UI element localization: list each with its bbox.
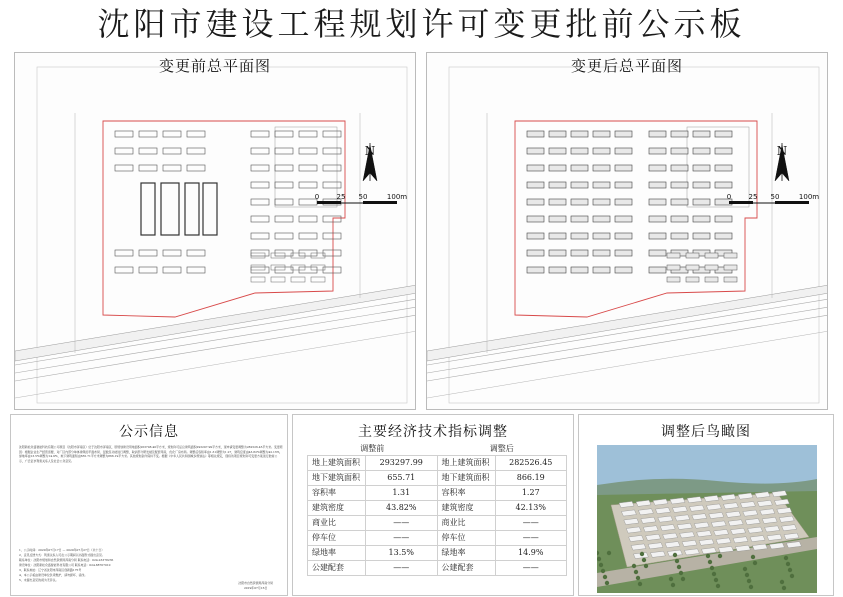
- aerial-rendering: [597, 445, 817, 593]
- building: [323, 250, 341, 256]
- building: [571, 267, 588, 273]
- row-label-before: 公建配套: [308, 560, 366, 575]
- site-boundary: [103, 121, 345, 317]
- building: [299, 165, 317, 171]
- notice-body: 沈阳新松众盛智能科技有限公司项目（沈阳市浑南区）位于沈阳市浑南区，原规划建设用地面积263708.40平方米，规划许可证总建筑面积293297.99平方米，现申请变更调整为282526.45平方米。变更原因：根据企业生产经营需要，对厂区内部分单体建筑的平面布局、层数及功能进行调整，取消部分研发楼及配套用房，优化厂房布局。调整后容积率由1.31调整为1.27，建筑密度由43.82%调整为42.13%，绿地率由13.5%调整为14.9%，地下建筑面积由655.71平方米调整为866.19平方米。其他规划条件保持不变。根据《中华人民共和国城乡规划法》等相关规定，现将该项目规划许可变更方案进行批前公示，广泛征求利害关系人及社会公众意见。: [19, 445, 283, 463]
- tree: [632, 564, 636, 568]
- row-label-before: 地下建筑面积: [308, 470, 366, 485]
- table-row: [308, 515, 567, 530]
- tree: [681, 577, 685, 581]
- building: [163, 131, 181, 137]
- scale-bar-segment: [317, 201, 341, 204]
- building: [163, 250, 181, 256]
- row-label-after: 地下建筑面积: [437, 470, 495, 485]
- building: [549, 267, 566, 273]
- building: [715, 233, 732, 239]
- building: [715, 131, 732, 137]
- row-label-after: 地上建筑面积: [437, 455, 495, 470]
- building: [275, 199, 293, 205]
- building: [593, 131, 610, 137]
- building: [299, 148, 317, 154]
- row-value-after: 282526.45: [495, 455, 567, 470]
- building: [671, 165, 688, 171]
- tree: [745, 573, 749, 577]
- row-label-after: 商业比: [437, 515, 495, 530]
- building: [671, 182, 688, 188]
- tree: [605, 581, 609, 585]
- building: [299, 182, 317, 188]
- building: [139, 148, 157, 154]
- tree: [644, 564, 648, 568]
- building: [527, 148, 544, 154]
- row-value-before: 293297.99: [366, 455, 438, 470]
- building: [527, 216, 544, 222]
- notice-sign-org: 沈阳市自然资源局浑南分局: [238, 581, 273, 585]
- scale-bar-segment: [363, 201, 397, 204]
- building: [549, 131, 566, 137]
- building: [527, 131, 544, 137]
- building: [271, 265, 285, 270]
- indicators-title: 主要经济技术指标调整: [358, 424, 508, 440]
- building: [549, 199, 566, 205]
- table-row: [308, 455, 567, 470]
- indicators-table: [307, 443, 567, 576]
- row-value-after: ——: [495, 560, 567, 575]
- building: [705, 253, 718, 258]
- building: [139, 250, 157, 256]
- building: [593, 216, 610, 222]
- notice-items: [19, 548, 283, 583]
- building: [549, 216, 566, 222]
- row-value-after: 42.13%: [495, 500, 567, 515]
- north-label: N: [364, 144, 376, 158]
- table-row: [308, 560, 567, 575]
- row-label-after: 停车位: [437, 530, 495, 545]
- scale-tick-label: 25: [336, 193, 346, 201]
- building: [323, 216, 341, 222]
- adjacent-block: [275, 127, 337, 207]
- building: [115, 267, 133, 273]
- scale-tick-label: 100m: [386, 193, 408, 201]
- building: [251, 253, 265, 258]
- building: [291, 277, 305, 282]
- building: [251, 182, 269, 188]
- notice-item: 5、未提出意见的视为无异议。: [19, 578, 59, 582]
- tree: [747, 579, 751, 583]
- building: [323, 233, 341, 239]
- tree: [718, 554, 722, 558]
- building: [615, 182, 632, 188]
- building: [275, 148, 293, 154]
- building: [163, 165, 181, 171]
- tree: [669, 577, 673, 581]
- building: [275, 131, 293, 137]
- building: [693, 131, 710, 137]
- tree: [714, 578, 718, 582]
- building: [671, 148, 688, 154]
- building: [251, 165, 269, 171]
- building: [115, 165, 133, 171]
- table-row: [308, 530, 567, 545]
- building: [715, 216, 732, 222]
- building: [671, 199, 688, 205]
- building: [571, 216, 588, 222]
- scale-tick-label: 0: [314, 193, 320, 201]
- scale-tick-label: 50: [358, 193, 368, 201]
- before-plan-drawing: [15, 53, 416, 410]
- building: [115, 131, 133, 137]
- building: [671, 233, 688, 239]
- building: [527, 233, 544, 239]
- row-value-after: 14.9%: [495, 545, 567, 560]
- building: [271, 277, 285, 282]
- row-label-before: 地上建筑面积: [308, 455, 366, 470]
- notice-sign-date: 2019年07月16日: [243, 586, 268, 590]
- tree: [675, 559, 679, 563]
- building: [724, 265, 737, 270]
- building: [686, 277, 699, 282]
- tree: [597, 557, 601, 561]
- notice-item: 4、本公示板由建设单位负责维护，请勿损坏、涂改。: [19, 573, 88, 577]
- row-label-after: 绿地率: [437, 545, 495, 560]
- row-label-before: 容积率: [308, 485, 366, 500]
- building: [571, 131, 588, 137]
- building: [549, 250, 566, 256]
- building: [163, 148, 181, 154]
- building: [549, 165, 566, 171]
- building: [251, 216, 269, 222]
- notice-item: 联系单位：沈阳市规划和自然资源局浑南分局 联系电话：024-23378235: [19, 558, 114, 562]
- building: [615, 165, 632, 171]
- tree: [638, 582, 642, 586]
- row-label-before: 建筑密度: [308, 500, 366, 515]
- scale-tick-label: 100m: [798, 193, 820, 201]
- building: [275, 216, 293, 222]
- tree: [786, 562, 790, 566]
- building: [187, 131, 205, 137]
- building: [527, 199, 544, 205]
- building: [571, 165, 588, 171]
- tree: [749, 585, 753, 589]
- building: [715, 182, 732, 188]
- building: [671, 131, 688, 137]
- building: [323, 165, 341, 171]
- building: [571, 199, 588, 205]
- aerial-panel: [578, 414, 834, 596]
- after-header: 调整后: [489, 444, 514, 454]
- building: [593, 233, 610, 239]
- tree: [607, 551, 611, 555]
- building: [667, 253, 680, 258]
- tree: [642, 558, 646, 562]
- row-value-before: ——: [366, 515, 438, 530]
- row-label-after: 容积率: [437, 485, 495, 500]
- building: [139, 165, 157, 171]
- building: [203, 183, 217, 235]
- row-value-after: 1.27: [495, 485, 567, 500]
- tree: [712, 572, 716, 576]
- row-value-before: 655.71: [366, 470, 438, 485]
- notice-item: 1、公示时间：2020年07月17日 — 2020年07月27日（共十日）: [19, 548, 105, 552]
- building: [251, 233, 269, 239]
- building: [593, 267, 610, 273]
- tree: [790, 574, 794, 578]
- row-value-before: 1.31: [366, 485, 438, 500]
- building: [724, 253, 737, 258]
- building: [649, 216, 666, 222]
- tree: [634, 570, 638, 574]
- tree: [640, 552, 644, 556]
- building: [527, 267, 544, 273]
- building: [275, 165, 293, 171]
- building: [299, 233, 317, 239]
- tree: [601, 569, 605, 573]
- building: [251, 199, 269, 205]
- building: [323, 148, 341, 154]
- tree: [708, 560, 712, 564]
- building: [615, 267, 632, 273]
- building: [571, 250, 588, 256]
- notice-item: 2、意见反馈方式：利害关系人可在公示期间以书面形式提出意见。: [19, 553, 105, 557]
- tree: [603, 575, 607, 579]
- building: [139, 267, 157, 273]
- indicators-panel: [292, 414, 574, 596]
- building: [527, 250, 544, 256]
- building: [251, 148, 269, 154]
- building: [185, 183, 199, 235]
- scale-tick-label: 25: [748, 193, 758, 201]
- notice-item: 3、联系地址：辽宁省沈阳市浑南区创新路175号: [19, 568, 82, 572]
- before-plan-caption: 变更前总平面图: [158, 57, 271, 75]
- tree: [780, 580, 784, 584]
- building: [275, 233, 293, 239]
- scale-bar-segment: [729, 201, 753, 204]
- building: [571, 148, 588, 154]
- building: [715, 148, 732, 154]
- building: [615, 216, 632, 222]
- building: [724, 277, 737, 282]
- tree: [677, 565, 681, 569]
- building: [649, 233, 666, 239]
- building: [705, 277, 718, 282]
- building: [693, 182, 710, 188]
- tree: [788, 568, 792, 572]
- before-site-plan: [14, 52, 416, 410]
- building: [527, 182, 544, 188]
- building: [275, 182, 293, 188]
- sheet-frame: [37, 67, 407, 403]
- tree: [743, 567, 747, 571]
- building: [323, 131, 341, 137]
- building: [299, 216, 317, 222]
- tree: [751, 555, 755, 559]
- building: [139, 131, 157, 137]
- building: [549, 148, 566, 154]
- page-title: 沈阳市建设工程规划许可变更批前公示板: [97, 5, 746, 43]
- building: [593, 199, 610, 205]
- building: [615, 131, 632, 137]
- building: [161, 183, 179, 235]
- building: [187, 250, 205, 256]
- building: [615, 250, 632, 256]
- building: [593, 165, 610, 171]
- building: [649, 182, 666, 188]
- row-value-before: ——: [366, 560, 438, 575]
- building: [705, 265, 718, 270]
- row-label-before: 商业比: [308, 515, 366, 530]
- table-row: [308, 470, 567, 485]
- building: [187, 165, 205, 171]
- building: [549, 233, 566, 239]
- building: [299, 131, 317, 137]
- row-label-before: 停车位: [308, 530, 366, 545]
- notice-signature: [238, 581, 273, 591]
- building: [549, 182, 566, 188]
- building: [323, 267, 341, 273]
- table-header-row: [308, 443, 567, 455]
- row-value-after: ——: [495, 530, 567, 545]
- building: [141, 183, 155, 235]
- tree: [706, 554, 710, 558]
- building: [571, 233, 588, 239]
- scale-tick-label: 0: [726, 193, 732, 201]
- building: [323, 182, 341, 188]
- notice-title: 公示信息: [119, 424, 179, 440]
- building: [649, 131, 666, 137]
- building: [686, 265, 699, 270]
- building: [593, 148, 610, 154]
- before-header: 调整前: [360, 444, 385, 454]
- table-row: [308, 485, 567, 500]
- building: [571, 182, 588, 188]
- tree: [671, 583, 675, 587]
- tree: [716, 584, 720, 588]
- building: [693, 233, 710, 239]
- aerial-title: 调整后鸟瞰图: [661, 424, 751, 440]
- building: [693, 148, 710, 154]
- building: [251, 131, 269, 137]
- table-row: [308, 545, 567, 560]
- building: [649, 267, 666, 273]
- building: [271, 253, 285, 258]
- building: [593, 182, 610, 188]
- building: [649, 250, 666, 256]
- building: [115, 148, 133, 154]
- tree: [673, 553, 677, 557]
- building: [311, 277, 325, 282]
- building: [593, 250, 610, 256]
- building: [649, 199, 666, 205]
- building: [615, 233, 632, 239]
- building: [251, 265, 265, 270]
- after-plan-drawing: [427, 53, 828, 410]
- row-value-before: 43.82%: [366, 500, 438, 515]
- tree: [679, 571, 683, 575]
- building: [251, 277, 265, 282]
- building: [671, 216, 688, 222]
- building: [667, 277, 680, 282]
- row-value-before: 13.5%: [366, 545, 438, 560]
- tree: [599, 563, 603, 567]
- building: [667, 265, 680, 270]
- row-label-after: 建筑密度: [437, 500, 495, 515]
- building: [527, 165, 544, 171]
- building: [615, 199, 632, 205]
- sheet-frame: [449, 67, 819, 403]
- notice-item: 建设单位：沈阳新松众盛智能科技有限公司 联系电话：024-88707010: [19, 563, 111, 567]
- building: [686, 253, 699, 258]
- building: [715, 165, 732, 171]
- row-value-after: 866.19: [495, 470, 567, 485]
- building: [649, 148, 666, 154]
- building: [187, 267, 205, 273]
- building: [693, 199, 710, 205]
- building: [649, 165, 666, 171]
- row-value-before: ——: [366, 530, 438, 545]
- tree: [636, 576, 640, 580]
- building: [693, 216, 710, 222]
- row-label-after: 公建配套: [437, 560, 495, 575]
- tree: [710, 566, 714, 570]
- aerial-view-image: [597, 445, 817, 593]
- row-label-before: 绿地率: [308, 545, 366, 560]
- after-plan-caption: 变更后总平面图: [570, 57, 683, 75]
- building: [693, 165, 710, 171]
- row-value-after: ——: [495, 515, 567, 530]
- notice-panel: [10, 414, 288, 596]
- after-site-plan: [426, 52, 828, 410]
- building: [187, 148, 205, 154]
- building: [163, 267, 181, 273]
- tree: [753, 561, 757, 565]
- scale-bar-segment: [775, 201, 809, 204]
- north-label: N: [776, 144, 788, 158]
- building: [615, 148, 632, 154]
- tree: [782, 586, 786, 590]
- table-row: [308, 500, 567, 515]
- scale-tick-label: 50: [770, 193, 780, 201]
- tree: [784, 556, 788, 560]
- building: [115, 250, 133, 256]
